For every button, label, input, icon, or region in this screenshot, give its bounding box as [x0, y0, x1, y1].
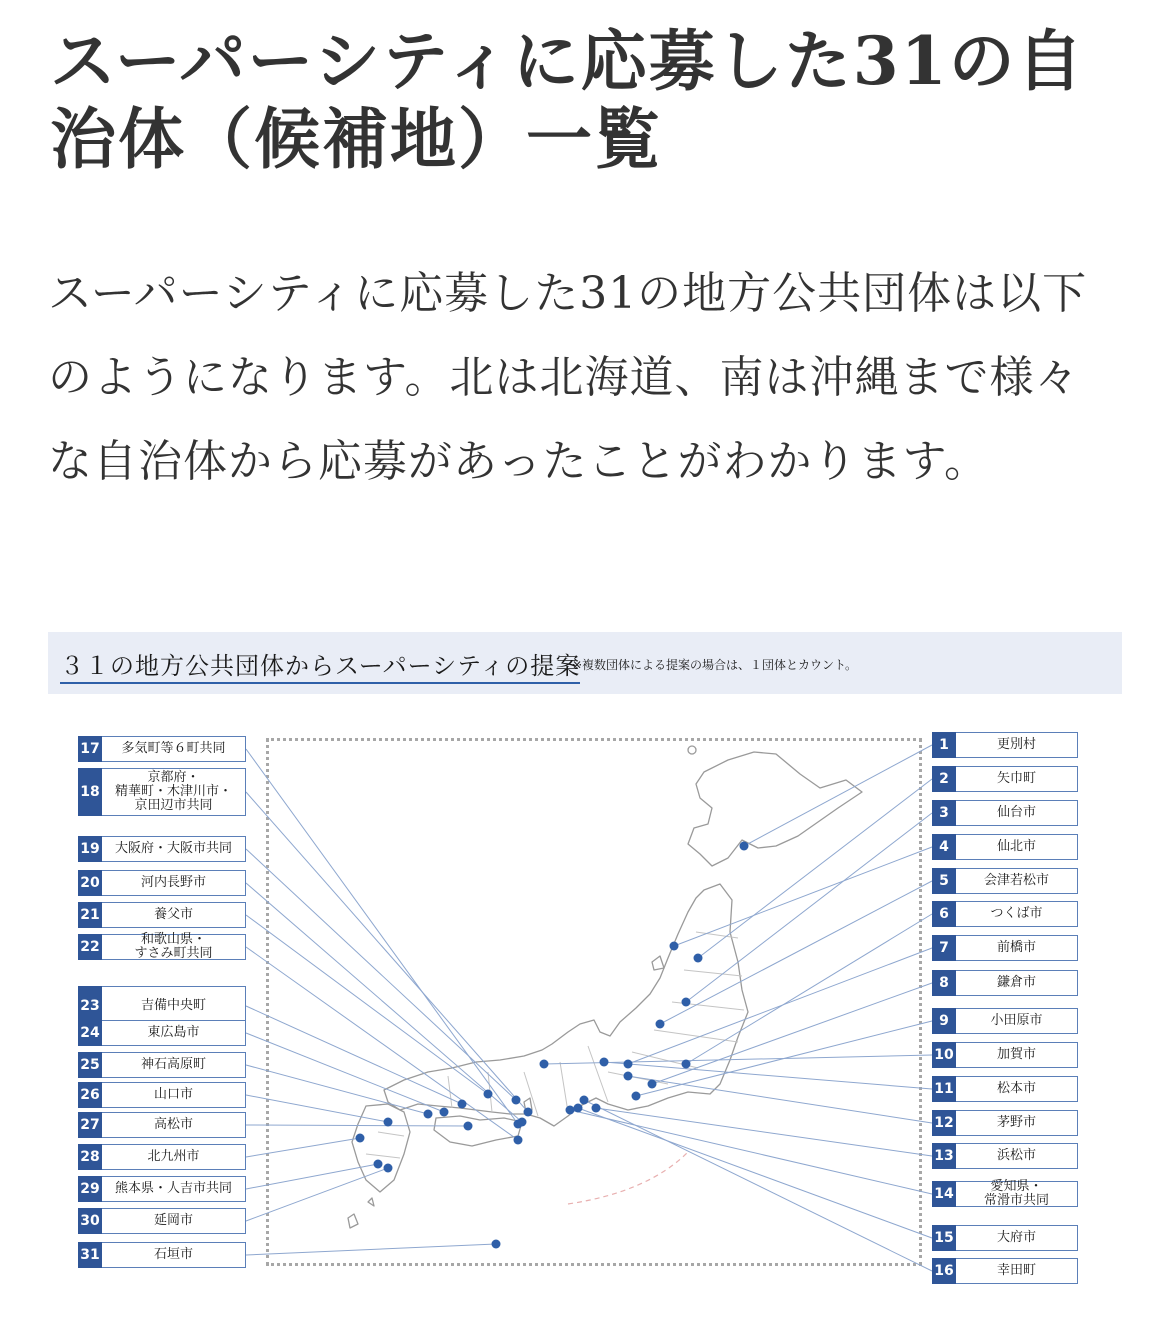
- leader-line-12: [628, 1076, 932, 1123]
- city-dot-16: [580, 1096, 589, 1105]
- city-dot-23: [458, 1100, 467, 1109]
- proposal-label-27: [78, 1112, 246, 1138]
- city-dot-14: [566, 1106, 575, 1115]
- city-dot-20: [518, 1118, 527, 1127]
- proposal-number: 22: [78, 934, 102, 960]
- proposal-label-25: [78, 1052, 246, 1078]
- shikoku-shape: [434, 1116, 522, 1146]
- city-dot-27: [464, 1122, 473, 1131]
- proposal-number: 21: [78, 902, 102, 928]
- proposal-label-13: [932, 1143, 1078, 1169]
- city-dot-31: [492, 1240, 501, 1249]
- proposal-number: 15: [932, 1225, 956, 1251]
- leader-line-2: [698, 779, 932, 958]
- proposal-number: 24: [78, 1020, 102, 1046]
- proposal-name: 延岡市: [102, 1208, 246, 1234]
- proposal-name: 大阪府・大阪市共同: [102, 836, 246, 862]
- city-dot-26: [384, 1118, 393, 1127]
- city-dot-24: [440, 1108, 449, 1117]
- city-dot-4: [670, 942, 679, 951]
- proposal-label-10: [932, 1042, 1078, 1068]
- city-dot-22: [514, 1136, 523, 1145]
- proposal-label-31: [78, 1242, 246, 1268]
- proposal-label-2: [932, 766, 1078, 792]
- city-dot-7: [624, 1060, 633, 1069]
- proposal-name: 高松市: [102, 1112, 246, 1138]
- leader-line-31: [246, 1244, 496, 1255]
- proposal-name: 幸田町: [956, 1258, 1078, 1284]
- proposal-label-18: [78, 768, 246, 816]
- proposal-label-29: [78, 1176, 246, 1202]
- proposal-name: 熊本県・人吉市共同: [102, 1176, 246, 1202]
- proposal-number: 16: [932, 1258, 956, 1284]
- city-dot-2: [694, 954, 703, 963]
- proposal-label-15: [932, 1225, 1078, 1251]
- city-dot-15: [574, 1104, 583, 1113]
- city-dot-1: [740, 842, 749, 851]
- proposal-name: 北九州市: [102, 1144, 246, 1170]
- proposal-label-28: [78, 1144, 246, 1170]
- leader-line-5: [660, 881, 932, 1024]
- figure-title: ３１の地方公共団体からスーパーシティの提案: [60, 646, 580, 684]
- leader-line-8: [652, 983, 932, 1084]
- proposal-name: 仙台市: [956, 800, 1078, 826]
- proposal-number: 17: [78, 736, 102, 762]
- proposal-label-22: [78, 934, 246, 960]
- proposal-label-20: [78, 870, 246, 896]
- leader-line-6: [686, 914, 932, 1064]
- leader-line-14: [570, 1110, 932, 1194]
- proposal-name: 矢巾町: [956, 766, 1078, 792]
- super-city-figure: [48, 632, 1122, 1304]
- city-dot-29: [374, 1160, 383, 1169]
- hokkaido-shape: [688, 752, 862, 866]
- proposal-number: 5: [932, 868, 956, 894]
- proposal-name: 更別村: [956, 732, 1078, 758]
- leader-line-3: [686, 813, 932, 1002]
- proposal-label-16: [932, 1258, 1078, 1284]
- proposal-name: 仙北市: [956, 834, 1078, 860]
- leader-line-20: [246, 883, 522, 1122]
- city-dot-10: [540, 1060, 549, 1069]
- proposal-number: 4: [932, 834, 956, 860]
- proposal-number: 20: [78, 870, 102, 896]
- proposal-number: 6: [932, 901, 956, 927]
- proposal-name: 和歌山県・ すさみ町共同: [102, 934, 246, 960]
- city-dot-11: [600, 1058, 609, 1067]
- proposal-label-3: [932, 800, 1078, 826]
- proposal-name: 河内長野市: [102, 870, 246, 896]
- proposal-label-21: [78, 902, 246, 928]
- proposal-number: 8: [932, 970, 956, 996]
- proposal-name: 会津若松市: [956, 868, 1078, 894]
- city-dot-9: [632, 1092, 641, 1101]
- leader-line-7: [628, 948, 932, 1064]
- proposal-name: 小田原市: [956, 1008, 1078, 1034]
- figure-note: ※複数団体による提案の場合は、１団体とカウント。: [572, 658, 857, 672]
- city-dot-19: [512, 1096, 521, 1105]
- proposal-label-17: [78, 736, 246, 762]
- proposal-label-6: [932, 901, 1078, 927]
- proposal-name: 大府市: [956, 1225, 1078, 1251]
- city-dot-8: [648, 1080, 657, 1089]
- intro-paragraph: スーパーシティに応募した31の地方公共団体は以下のようになります。北は北海道、南は沖縄まで様々な自治体から応募があったことがわかります。: [48, 268, 1088, 487]
- leader-line-18: [246, 792, 528, 1112]
- leader-line-25: [246, 1065, 428, 1114]
- proposal-label-1: [932, 732, 1078, 758]
- leader-line-26: [246, 1095, 388, 1122]
- leader-line-29: [246, 1164, 378, 1189]
- proposal-number: 30: [78, 1208, 102, 1234]
- proposal-number: 3: [932, 800, 956, 826]
- okinawa-islands: [348, 1198, 374, 1228]
- proposal-name: 松本市: [956, 1076, 1078, 1102]
- leader-line-21: [246, 915, 488, 1094]
- proposal-name: 山口市: [102, 1082, 246, 1108]
- proposal-name: 吉備中央町: [102, 986, 246, 1026]
- proposal-number: 26: [78, 1082, 102, 1108]
- rishiri-island: [688, 746, 696, 754]
- city-dot-3: [682, 998, 691, 1007]
- proposal-name: 石垣市: [102, 1242, 246, 1268]
- city-dot-18: [524, 1108, 533, 1117]
- proposal-name: 前橋市: [956, 935, 1078, 961]
- city-dot-28: [356, 1134, 365, 1143]
- proposal-number: 7: [932, 935, 956, 961]
- proposal-label-19: [78, 836, 246, 862]
- city-dot-5: [656, 1020, 665, 1029]
- proposal-number: 31: [78, 1242, 102, 1268]
- proposal-name: 茅野市: [956, 1110, 1078, 1136]
- proposal-name: 神石高原町: [102, 1052, 246, 1078]
- proposal-number: 2: [932, 766, 956, 792]
- proposal-number: 9: [932, 1008, 956, 1034]
- proposal-name: 浜松市: [956, 1143, 1078, 1169]
- page-title: スーパーシティに応募した31の自治体（候補地）一覧: [50, 22, 1085, 178]
- leader-line-4: [674, 847, 932, 946]
- proposal-name: つくば市: [956, 901, 1078, 927]
- proposal-label-24: [78, 1020, 246, 1046]
- proposal-name: 加賀市: [956, 1042, 1078, 1068]
- proposal-label-14: [932, 1181, 1078, 1207]
- sado-island: [652, 956, 664, 970]
- proposal-label-5: [932, 868, 1078, 894]
- proposal-number: 12: [932, 1110, 956, 1136]
- proposal-number: 28: [78, 1144, 102, 1170]
- proposal-name: 鎌倉市: [956, 970, 1078, 996]
- city-dot-21: [484, 1090, 493, 1099]
- proposal-number: 18: [78, 768, 102, 816]
- city-dot-13: [592, 1104, 601, 1113]
- proposal-number: 29: [78, 1176, 102, 1202]
- proposal-label-11: [932, 1076, 1078, 1102]
- proposal-label-7: [932, 935, 1078, 961]
- city-dot-6: [682, 1060, 691, 1069]
- proposal-number: 1: [932, 732, 956, 758]
- proposal-label-4: [932, 834, 1078, 860]
- city-dot-12: [624, 1072, 633, 1081]
- proposal-number: 11: [932, 1076, 956, 1102]
- leader-line-16: [584, 1100, 932, 1271]
- proposal-label-9: [932, 1008, 1078, 1034]
- proposal-number: 13: [932, 1143, 956, 1169]
- proposal-number: 19: [78, 836, 102, 862]
- proposal-label-26: [78, 1082, 246, 1108]
- proposal-name: 養父市: [102, 902, 246, 928]
- proposal-name: 愛知県・ 常滑市共同: [956, 1181, 1078, 1207]
- city-dot-30: [384, 1164, 393, 1173]
- proposal-label-8: [932, 970, 1078, 996]
- proposal-name: 多気町等６町共同: [102, 736, 246, 762]
- leader-line-1: [744, 745, 932, 846]
- proposal-number: 10: [932, 1042, 956, 1068]
- leader-line-23: [246, 1006, 462, 1104]
- proposal-number: 25: [78, 1052, 102, 1078]
- city-dot-25: [424, 1110, 433, 1119]
- leader-line-19: [246, 849, 516, 1100]
- proposal-label-30: [78, 1208, 246, 1234]
- proposal-label-12: [932, 1110, 1078, 1136]
- leader-line-28: [246, 1138, 360, 1157]
- proposal-name: 東広島市: [102, 1020, 246, 1046]
- leader-line-15: [578, 1108, 932, 1238]
- proposal-number: 27: [78, 1112, 102, 1138]
- proposal-name: 京都府・ 精華町・木津川市・ 京田辺市共同: [102, 768, 246, 816]
- proposal-number: 23: [78, 986, 102, 1026]
- honshu-shape: [384, 884, 748, 1126]
- proposal-number: 14: [932, 1181, 956, 1207]
